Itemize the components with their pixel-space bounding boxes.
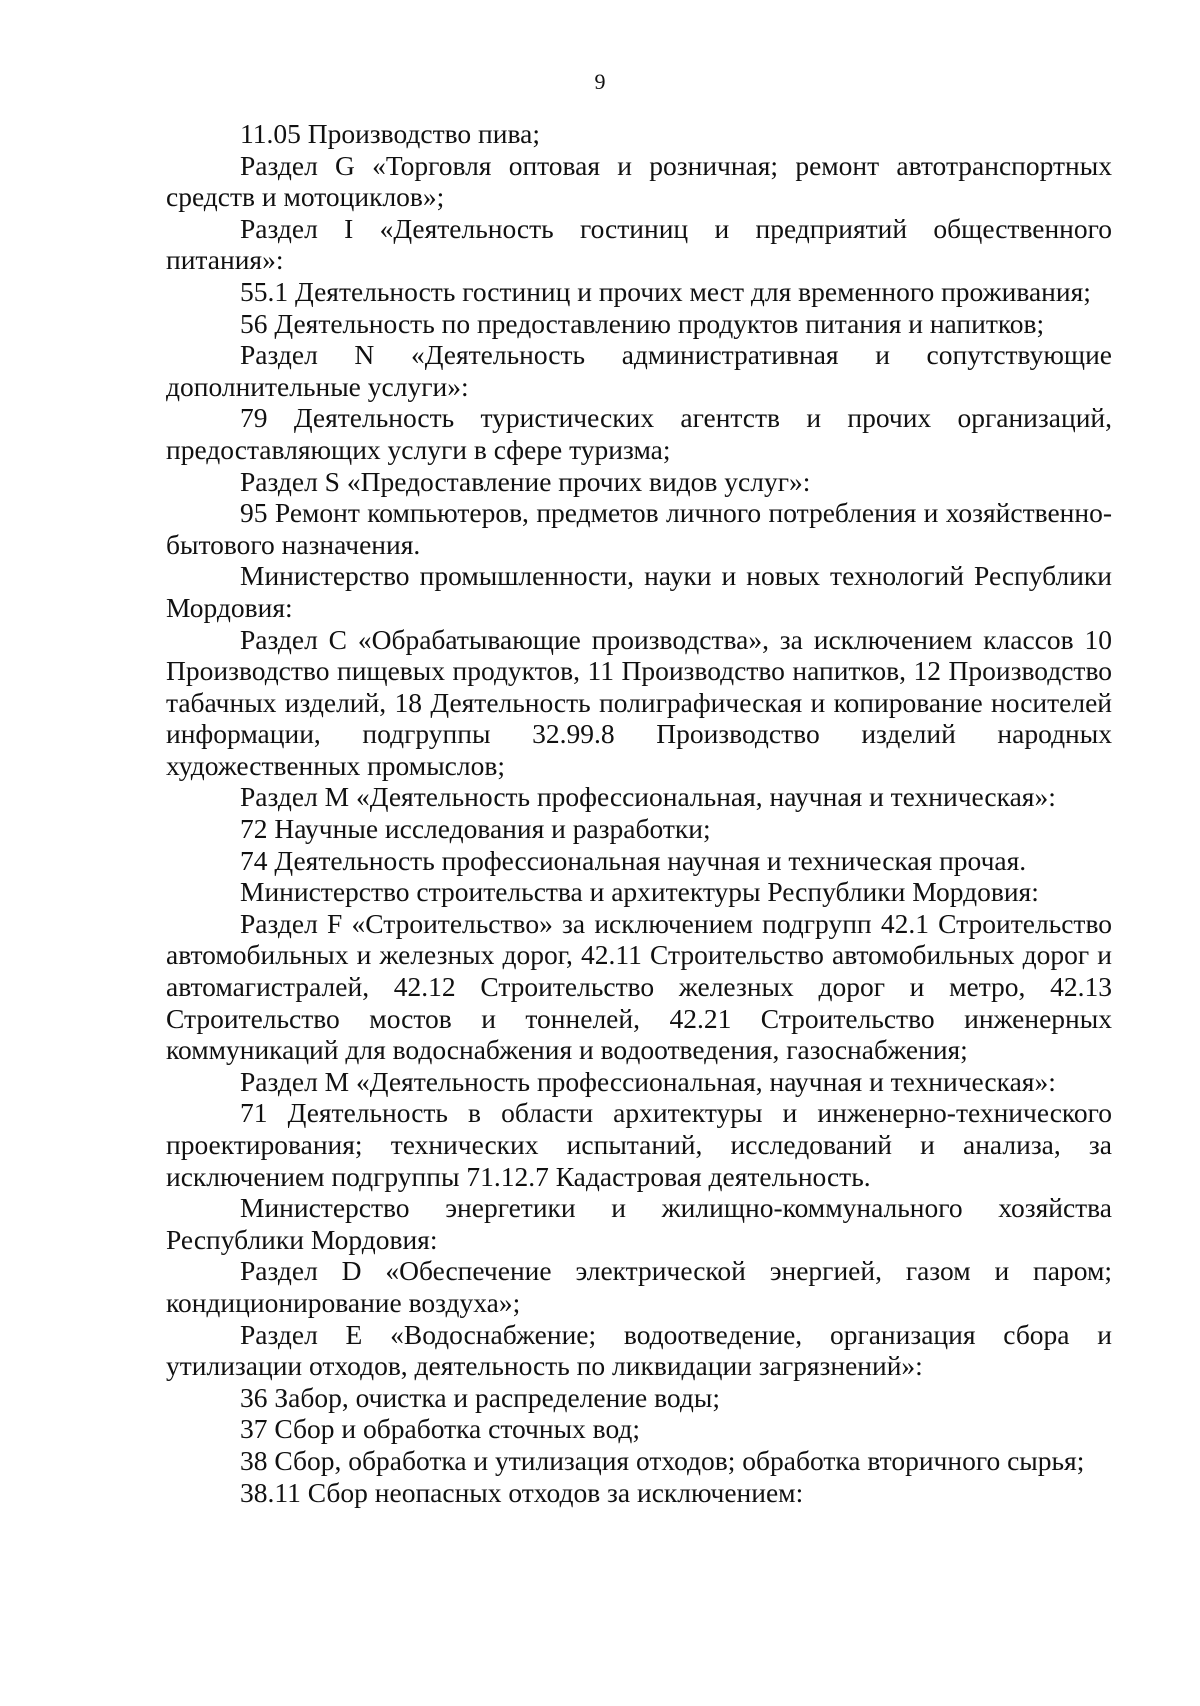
paragraph: Раздел D «Обеспечение электрической энергией, газом и паром; кондиционирование воздуха»;	[166, 1255, 1112, 1318]
paragraph: Раздел N «Деятельность административная и сопутствующие дополнительные услуги»:	[166, 339, 1112, 402]
page-number: 9	[594, 69, 606, 94]
paragraph: Раздел G «Торговля оптовая и розничная; ремонт автотранспортных средств и мотоциклов»;	[166, 149, 1112, 213]
paragraph: 79 Деятельность туристических агентств и прочих организаций, предоставляющих услуги в сфере туризма;	[166, 402, 1112, 465]
paragraph: Раздел F «Строительство» за исключением подгрупп 42.1 Строительство автомобильных и железных дорог, 42.11 Строительство автомобильных дорог и автомагистралей, 42.12 Строительство железных дорог и метро, 42.13 Строительство мостов и тоннелей, 42.21 Строительство инженерных коммуникаций для водоснабжения и водоотведения, газоснабжения;	[166, 907, 1112, 1066]
paragraph: 56 Деятельность по предоставлению продуктов питания и напитков;	[240, 307, 1045, 339]
paragraph: 37 Сбор и обработка сточных вод;	[240, 1413, 641, 1445]
paragraph: Раздел М «Деятельность профессиональная, научная и техническая»:	[240, 1065, 1056, 1097]
paragraph: 11.05 Производство пива;	[240, 118, 540, 149]
paragraph: Министерство строительства и архитектуры Республики Мордовия:	[240, 876, 1039, 908]
paragraph: 71 Деятельность в области архитектуры и инженерно-технического проектирования; технических испытаний, исследований и анализа, за исключением подгруппы 71.12.7 Кадастровая деятельность.	[166, 1097, 1112, 1192]
paragraph: Раздел М «Деятельность профессиональная, научная и техническая»:	[240, 781, 1056, 813]
paragraph: Министерство промышленности, науки и новых технологий Республики Мордовия:	[166, 560, 1112, 623]
paragraph: 55.1 Деятельность гостиниц и прочих мест для временного проживания;	[240, 275, 1091, 307]
document-body	[166, 118, 1112, 1508]
paragraph: Раздел I «Деятельность гостиниц и предприятий общественного питания»:	[166, 212, 1112, 276]
paragraph: Раздел С «Обрабатывающие производства», за исключением классов 10 Производство пищевых продуктов, 11 Производство напитков, 12 Производство табачных изделий, 18 Деятельность полиграфическая и копирование носителей информации, подгруппы 32.99.8 Производство изделий народных художественных промыслов;	[166, 623, 1112, 781]
paragraph: 38.11 Сбор неопасных отходов за исключением:	[240, 1476, 804, 1508]
paragraph: 74 Деятельность профессиональная научная и техническая прочая.	[240, 844, 1027, 876]
paragraph: 38 Сбор, обработка и утилизация отходов; обработка вторичного сырья;	[240, 1444, 1085, 1476]
paragraph: Министерство энергетики и жилищно-коммунального хозяйства Республики Мордовия:	[166, 1192, 1112, 1255]
paragraph: 36 Забор, очистка и распределение воды;	[240, 1381, 721, 1413]
paragraph: Раздел S «Предоставление прочих видов услуг»:	[240, 465, 811, 497]
paragraph: 95 Ремонт компьютеров, предметов личного потребления и хозяйственно-бытового назначения.	[166, 497, 1112, 560]
paragraph: Раздел Е «Водоснабжение; водоотведение, организация сбора и утилизации отходов, деятельность по ликвидации загрязнений»:	[166, 1318, 1112, 1382]
paragraph: 72 Научные исследования и разработки;	[240, 813, 711, 845]
